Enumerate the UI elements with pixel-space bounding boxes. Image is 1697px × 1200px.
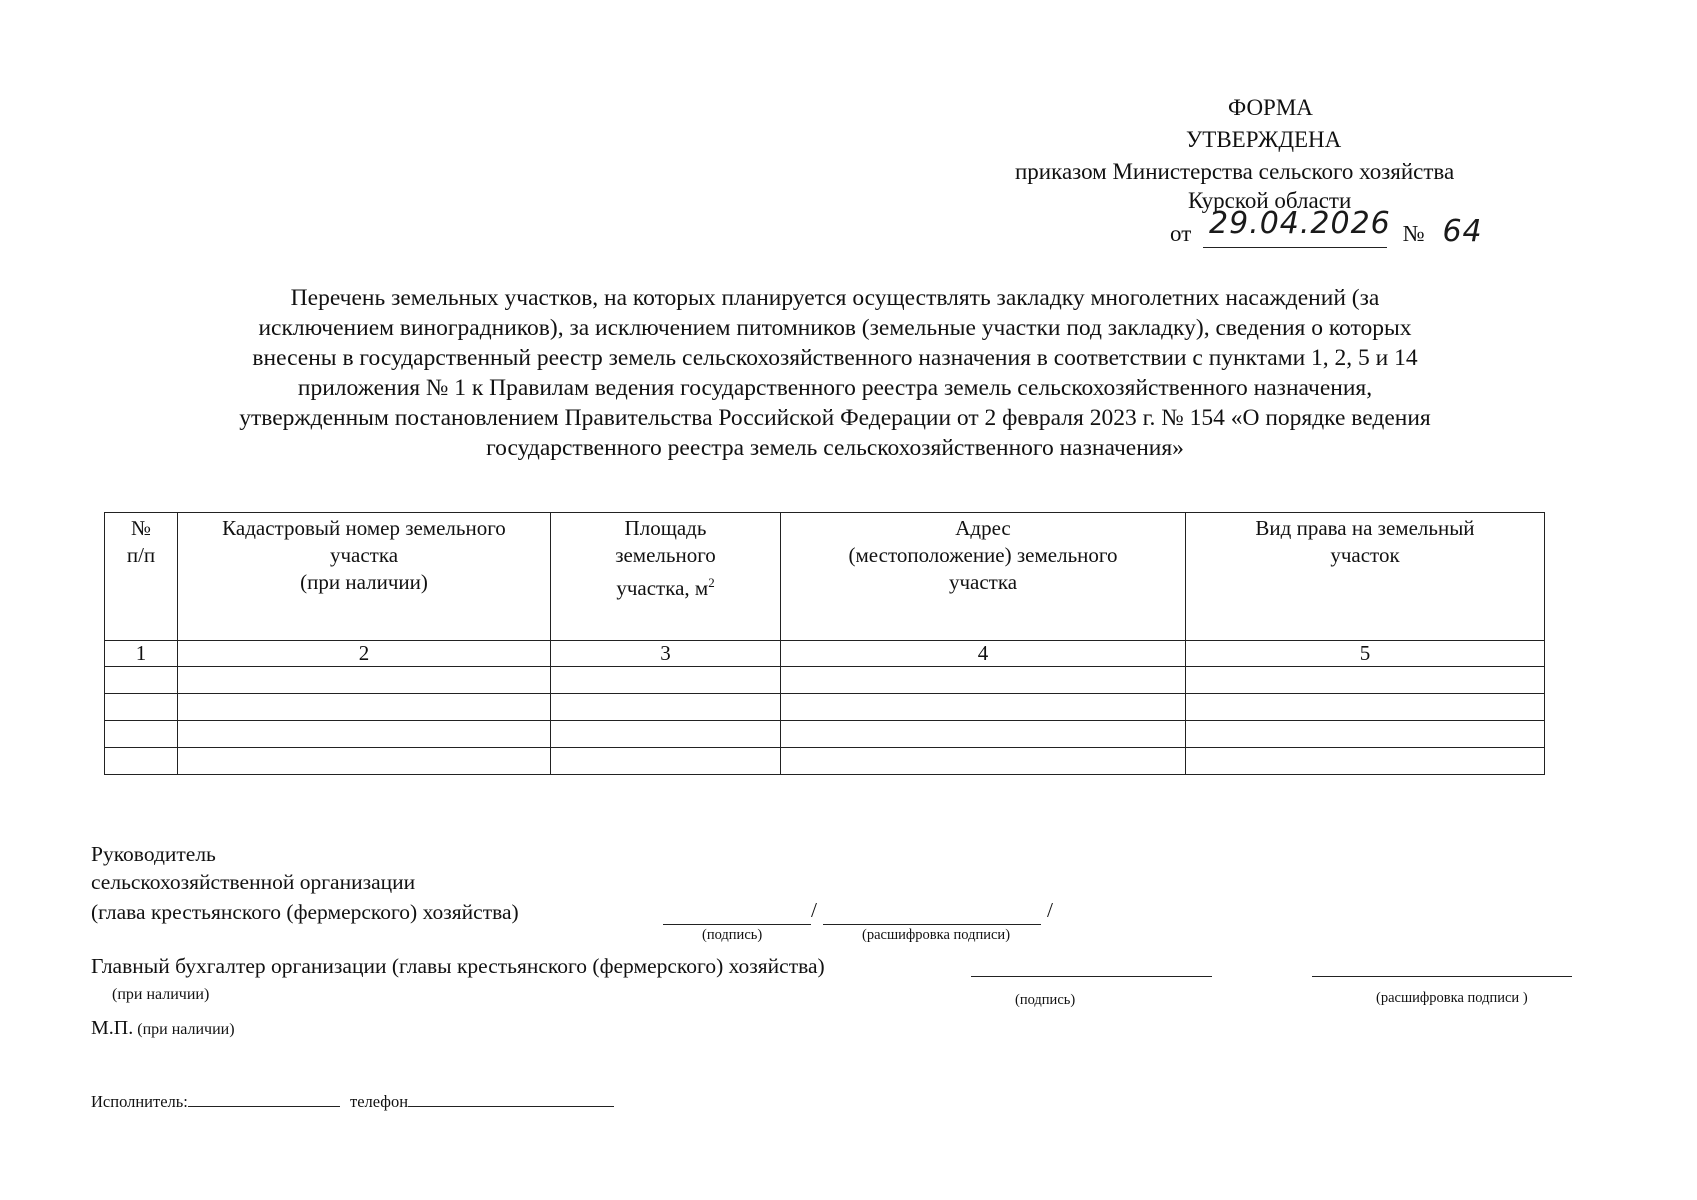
date-field (1203, 206, 1391, 248)
if-any-label: (при наличии) (112, 986, 210, 1003)
col-header-right-type: Вид права на земельный участок (1186, 513, 1545, 641)
executor-line (91, 1088, 614, 1112)
date-handwritten: 29.04.2026 (1209, 206, 1391, 241)
head-decoding-line (823, 924, 1041, 925)
title-line: исключением виноградников), за исключением питомников (земельные участки под закладку), сведения о которых (258, 315, 1412, 341)
column-number: 3 (551, 641, 781, 667)
land-plots-table (104, 512, 1545, 775)
accountant-decoding-line (1312, 976, 1572, 977)
table-row (105, 694, 1545, 721)
title-line: государственного реестра земель сельскохозяйственного назначения» (486, 435, 1184, 461)
region-line: Курской области (1188, 188, 1352, 213)
form-label: ФОРМА (1228, 95, 1313, 120)
stamp-place-label: М.П. (при наличии) (91, 1017, 235, 1039)
document-title (90, 283, 1580, 463)
accountant-signature-line (971, 976, 1212, 977)
table-row (105, 748, 1545, 775)
date-line (1170, 206, 1483, 249)
order-line: приказом Министерства сельского хозяйства (1015, 159, 1455, 184)
head-label-2: сельскохозяйственной организации (91, 870, 416, 894)
executor-label: Исполнитель: (91, 1092, 188, 1111)
table-header-row (105, 513, 1545, 641)
area-unit-superscript: 2 (708, 575, 715, 590)
approved-label: УТВЕРЖДЕНА (1186, 127, 1342, 152)
head-label-3: (глава крестьянского (фермерского) хозяйства) (91, 900, 519, 924)
caption-signature: (подпись) (1015, 992, 1076, 1008)
accountant-label: Главный бухгалтер организации (главы крестьянского (фермерского) хозяйства) (91, 954, 825, 978)
column-number: 2 (178, 641, 551, 667)
title-line: утвержденным постановлением Правительства Российской Федерации от 2 февраля 2023 г. № 154 «О порядке ведения (239, 405, 1431, 431)
head-label-1: Руководитель (91, 842, 216, 866)
title-line: приложения № 1 к Правилам ведения государственного реестра земель сельскохозяйственного назначения, (297, 375, 1373, 401)
caption-decoding: (расшифровка подписи) (862, 927, 1011, 943)
caption-decoding: (расшифровка подписи ) (1376, 990, 1528, 1006)
table-row (105, 667, 1545, 694)
phone-label: телефон (350, 1092, 409, 1111)
number-label: № (1402, 221, 1425, 246)
title-line: внесены в государственный реестр земель сельскохозяйственного назначения в соответствии с пунктами 1, 2, 5 и 14 (252, 345, 1418, 371)
col-header-address: Адрес (местоположение) земельного участка (781, 513, 1186, 641)
column-number: 1 (105, 641, 178, 667)
title-line: Перечень земельных участков, на которых планируется осуществлять закладку многолетних насаждений (за (290, 285, 1380, 311)
column-numbers-row (105, 641, 1545, 667)
table-row (105, 721, 1545, 748)
number-handwritten: 64 (1442, 214, 1483, 249)
phone-field (408, 1088, 614, 1107)
from-label: от (1170, 221, 1192, 246)
head-signature-line (663, 924, 811, 925)
slash: / (1047, 898, 1053, 922)
caption-signature: (подпись) (702, 927, 763, 943)
col-header-cadastral: Кадастровый номер земельного участка (при наличии) (178, 513, 551, 641)
executor-field (188, 1088, 340, 1107)
slash: / (811, 898, 817, 922)
col-header-area: Площадь земельного участка, $м^2$ (551, 513, 781, 641)
column-number: 4 (781, 641, 1186, 667)
col-header-number: № п/п (105, 513, 178, 641)
column-number: 5 (1186, 641, 1545, 667)
